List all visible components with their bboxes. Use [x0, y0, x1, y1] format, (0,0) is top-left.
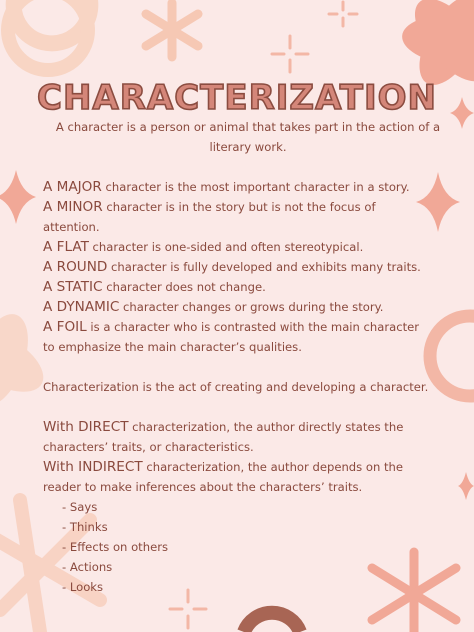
type-desc: character is the most important character in a story. [101, 180, 410, 194]
type-term: A ROUND [43, 259, 108, 275]
intro-text: A character is a person or animal that takes part in the action of a literary work. [55, 120, 441, 154]
page-title: CHARACTERIZATION [37, 78, 437, 118]
type-desc: is a character who is contrasted with the main character [86, 320, 420, 334]
method-line-direct [43, 417, 453, 437]
list-item: - Effects on others [62, 540, 169, 554]
type-desc: character is one-sided and often stereotypical. [88, 240, 364, 254]
method-desc: characterization, the author depends on the [142, 460, 404, 474]
type-line-static [43, 277, 453, 297]
list-item: - Thinks [62, 520, 108, 534]
type-desc: character does not change. [102, 280, 266, 294]
method-line-direct-cont [43, 437, 453, 457]
type-line-flat [43, 237, 453, 257]
method-desc: characterization, the author directly states the [128, 420, 404, 434]
method-desc: characters’ traits, or characteristics. [43, 440, 254, 454]
type-line-foil-cont [43, 337, 453, 357]
type-line-foil [43, 317, 453, 337]
method-term: With INDIRECT [43, 459, 143, 475]
method-line-indirect [43, 457, 453, 477]
list-item: - Looks [62, 580, 104, 594]
definition-text: Characterization is the act of creating and developing a character. [43, 380, 429, 394]
type-line-round [43, 257, 453, 277]
type-term: A MAJOR [43, 179, 102, 195]
type-term: A FOIL [43, 319, 87, 335]
type-line-major [43, 177, 453, 197]
type-term: A DYNAMIC [43, 299, 120, 315]
method-line-indirect-cont [43, 477, 453, 497]
type-line-minor-cont [43, 217, 453, 237]
list-item: - Actions [62, 560, 113, 574]
type-term: A MINOR [43, 199, 103, 215]
method-term: With DIRECT [43, 419, 129, 435]
type-desc: to emphasize the main character’s qualities. [43, 340, 302, 354]
type-line-minor [43, 197, 453, 217]
type-term: A STATIC [43, 279, 103, 295]
type-desc: character is in the story but is not the focus of [102, 200, 376, 214]
method-desc: reader to make inferences about the characters’ traits. [43, 480, 363, 494]
type-desc: character changes or grows during the story. [119, 300, 384, 314]
type-line-dynamic [43, 297, 453, 317]
list-item: - Says [62, 500, 98, 514]
type-term: A FLAT [43, 239, 89, 255]
type-desc: character is fully developed and exhibits many traits. [107, 260, 421, 274]
type-desc: attention. [43, 220, 100, 234]
